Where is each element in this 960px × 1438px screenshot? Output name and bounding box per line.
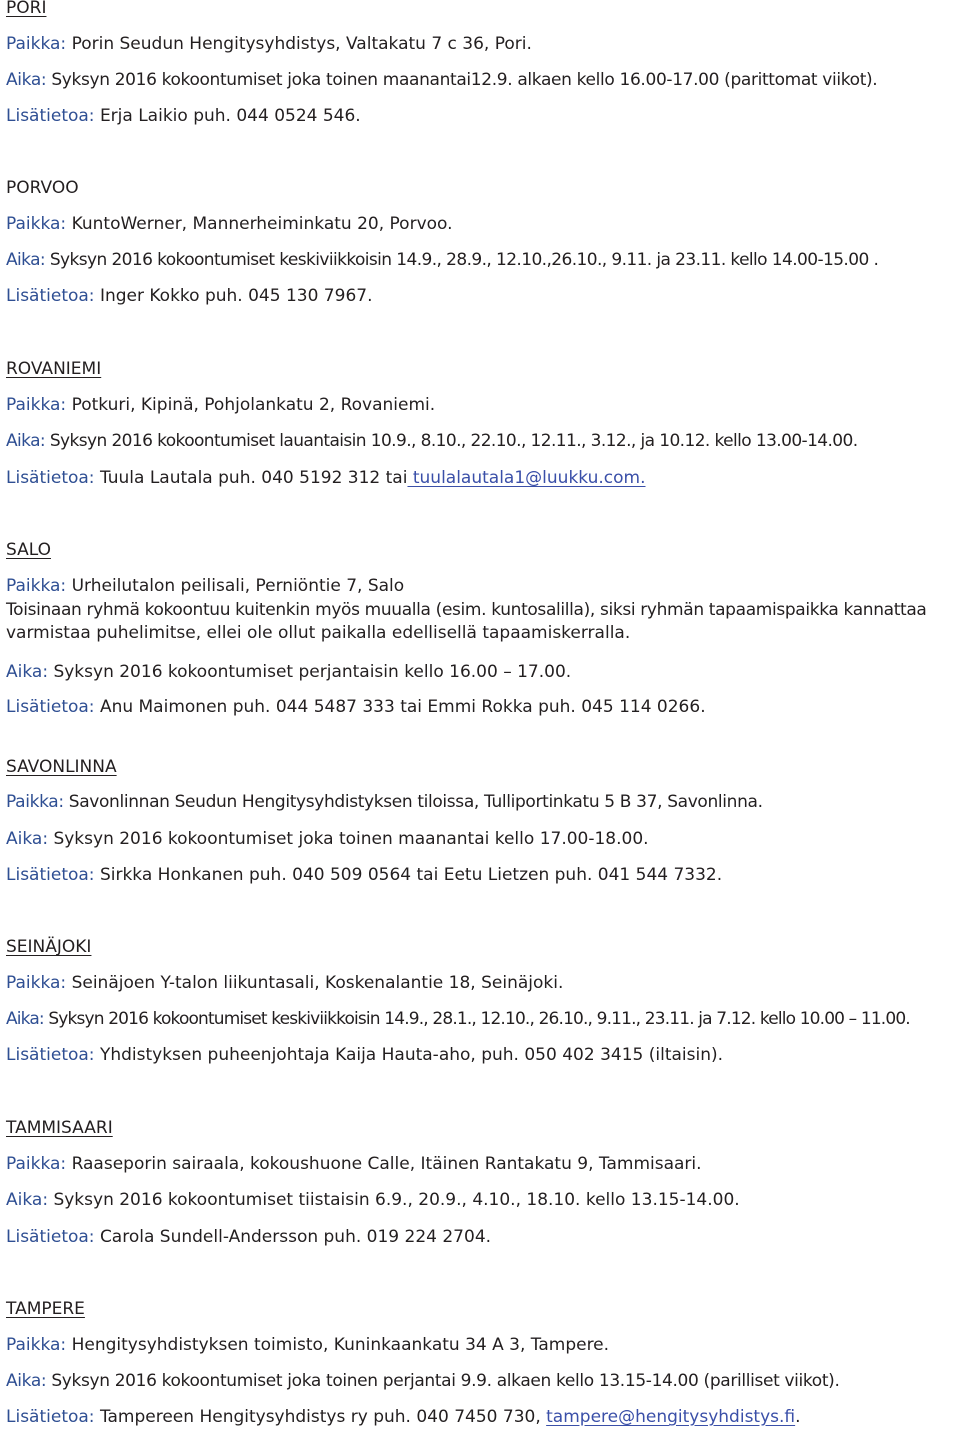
place-text: Porin Seudun Hengitysyhdistys, Valtakatu 7 c 36, Pori. (71, 34, 532, 54)
info-label: Lisätietoa: (6, 865, 95, 885)
info-text: Erja Laikio puh. 044 0524 546. (99, 106, 361, 126)
info-line (6, 285, 372, 307)
time-text: Syksyn 2016 kokoontumiset perjantaisin kello 16.00 – 17.00. (53, 662, 572, 682)
place-line (6, 1334, 609, 1356)
info-label: Lisätietoa: (6, 468, 95, 488)
info-end: . (795, 1407, 801, 1427)
time-line (6, 661, 571, 683)
place-text: Potkuri, Kipinä, Pohjolankatu 2, Rovaniemi. (71, 395, 436, 415)
info-line (6, 696, 706, 718)
info-line (6, 864, 722, 886)
time-label: Aika: (6, 662, 49, 682)
info-text: Carola Sundell-Andersson puh. 019 224 2704. (99, 1227, 492, 1247)
info-line (6, 1044, 723, 1066)
place-text: Raaseporin sairaala, kokoushuone Calle, Itäinen Rantakatu 9, Tammisaari. (71, 1154, 702, 1174)
note-line (6, 599, 927, 621)
city-heading: PORVOO (6, 178, 79, 198)
place-line (6, 791, 763, 813)
place-label: Paikka: (6, 1335, 67, 1355)
city-heading: TAMPERE (6, 1299, 85, 1319)
info-line (6, 105, 361, 127)
info-label: Lisätietoa: (6, 1227, 95, 1247)
time-line (6, 430, 858, 452)
place-label: Paikka: (6, 214, 67, 234)
time-label: Aika: (6, 70, 47, 90)
info-line (6, 467, 646, 489)
time-line (6, 1370, 840, 1392)
place-label: Paikka: (6, 34, 67, 54)
info-label: Lisätietoa: (6, 286, 95, 306)
place-line (6, 33, 532, 55)
info-line (6, 1226, 491, 1248)
place-line (6, 213, 453, 235)
time-line (6, 69, 877, 91)
info-text: Tampereen Hengitysyhdistys ry puh. 040 7450 730, (99, 1407, 541, 1427)
time-text: Syksyn 2016 kokoontumiset joka toinen perjantai 9.9. alkaen kello 13.15-14.00 (parilliset viikot). (51, 1371, 840, 1391)
place-label: Paikka: (6, 973, 67, 993)
time-label: Aika: (6, 431, 46, 451)
info-text: Anu Maimonen puh. 044 5487 333 tai Emmi Rokka puh. 045 114 0266. (99, 697, 706, 717)
time-text: Syksyn 2016 kokoontumiset keskiviikkoisin 14.9., 28.9., 12.10.,26.10., 9.11. ja 23.11. kello 14.00-15.00 . (49, 250, 879, 270)
info-text: Sirkka Honkanen puh. 040 509 0564 tai Eetu Lietzen puh. 041 544 7332. (99, 865, 723, 885)
time-text: Syksyn 2016 kokoontumiset tiistaisin 6.9., 20.9., 4.10., 18.10. kello 13.15-14.00. (53, 1190, 740, 1210)
info-line (6, 1406, 801, 1428)
time-line (6, 249, 878, 271)
info-label: Lisätietoa: (6, 106, 95, 126)
place-text: Urheilutalon peilisali, Perniöntie 7, Salo (71, 576, 405, 596)
time-text: Syksyn 2016 kokoontumiset keskiviikkoisin 14.9., 28.1., 12.10., 26.10., 9.11., 23.11. ja 7.12. kello 10.00 – 11.00. (48, 1009, 910, 1029)
place-text: Savonlinnan Seudun Hengitysyhdistyksen tiloissa, Tulliportinkatu 5 B 37, Savonlinna. (68, 792, 763, 812)
time-label: Aika: (6, 1009, 44, 1029)
place-line (6, 394, 435, 416)
time-text: Syksyn 2016 kokoontumiset joka toinen maanantai kello 17.00-18.00. (53, 829, 649, 849)
info-label: Lisätietoa: (6, 1407, 95, 1427)
place-label: Paikka: (6, 1154, 67, 1174)
time-label: Aika: (6, 1371, 47, 1391)
place-line (6, 575, 404, 597)
city-heading: SALO (6, 540, 51, 560)
time-label: Aika: (6, 829, 49, 849)
place-label: Paikka: (6, 792, 64, 812)
city-heading: SAVONLINNA (6, 757, 117, 777)
place-text: Seinäjoen Y-talon liikuntasali, Koskenalantie 18, Seinäjoki. (71, 973, 564, 993)
city-heading: TAMMISAARI (6, 1118, 113, 1138)
place-line (6, 1153, 702, 1175)
place-line (6, 972, 563, 994)
place-text: KuntoWerner, Mannerheiminkatu 20, Porvoo. (71, 214, 453, 234)
place-text: Hengitysyhdistyksen toimisto, Kuninkaankatu 34 A 3, Tampere. (71, 1335, 610, 1355)
info-text: Yhdistyksen puheenjohtaja Kaija Hauta-aho, puh. 050 402 3415 (iltaisin). (99, 1045, 724, 1065)
place-label: Paikka: (6, 395, 67, 415)
time-text: Syksyn 2016 kokoontumiset lauantaisin 10.9., 8.10., 22.10., 12.11., 3.12., ja 10.12. kello 13.00-14.00. (49, 431, 858, 451)
time-label: Aika: (6, 1190, 49, 1210)
info-text: Tuula Lautala puh. 040 5192 312 tai (99, 468, 408, 488)
place-label: Paikka: (6, 576, 67, 596)
email-link[interactable]: tampere@hengitysyhdistys.fi (546, 1407, 796, 1427)
time-line (6, 828, 649, 850)
email-link[interactable]: tuulalautala1@luukku.com. (407, 468, 646, 488)
info-text: Inger Kokko puh. 045 130 7967. (99, 286, 373, 306)
city-heading: PORI (6, 0, 47, 18)
info-label: Lisätietoa: (6, 1045, 95, 1065)
city-heading: ROVANIEMI (6, 359, 102, 379)
info-label: Lisätietoa: (6, 697, 95, 717)
note-line (6, 622, 630, 644)
note-text: varmistaa puhelimitse, ellei ole ollut paikalla edellisellä tapaamiskerralla. (6, 623, 631, 643)
time-line (6, 1189, 740, 1211)
time-line (6, 1008, 910, 1030)
time-text: Syksyn 2016 kokoontumiset joka toinen maanantai12.9. alkaen kello 16.00-17.00 (parittomat viikot). (51, 70, 878, 90)
time-label: Aika: (6, 250, 46, 270)
note-text: Toisinaan ryhmä kokoontuu kuitenkin myös muualla (esim. kuntosalilla), siksi ryhmän tapaamispaikka kannattaa (6, 600, 927, 620)
city-heading: SEINÄJOKI (6, 937, 92, 957)
